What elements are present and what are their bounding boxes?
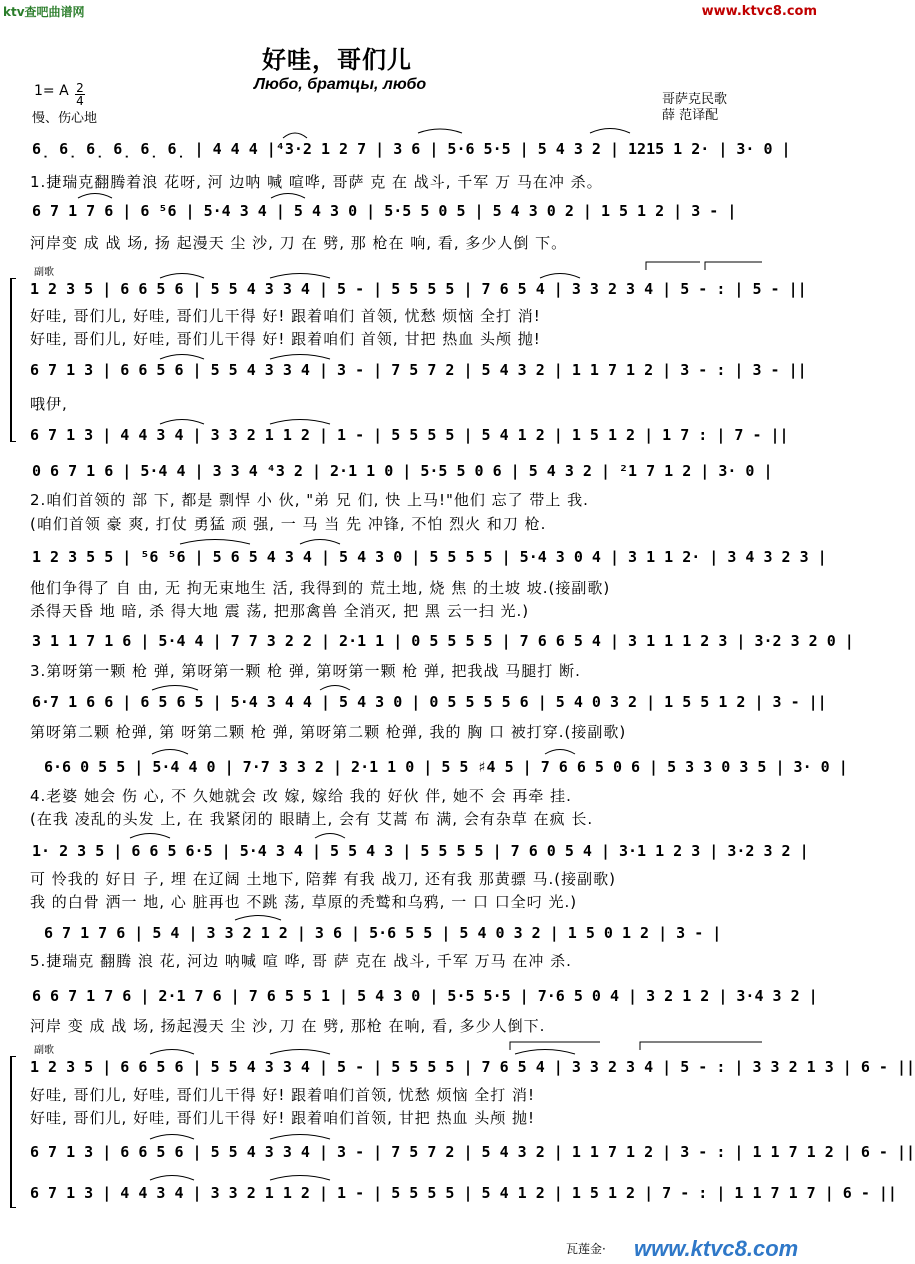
song-title: 好哇，哥们儿 — [262, 46, 412, 74]
lyric-line: 河岸变 成 战 场, 扬 起漫天 尘 沙, 刀 在 劈, 那 枪在 响, 看, 多少人倒 下。 — [30, 234, 568, 252]
lyric-line: 5.捷瑞克 翻腾 浪 花, 河边 呐喊 喧 哗, 哥 萨 克在 战斗, 千军 万马 在冲 杀. — [30, 952, 572, 970]
notation-line: 6 7 1 3 | 6 6 5 6 | 5 5 4 3 3 4 | 3 - | 7 5 7 2 | 5 4 3 2 | 1 1 7 1 2 | 3 - : | 3 - || — [30, 361, 807, 379]
site-name-left: ktv查吧曲谱网 — [3, 5, 85, 19]
lyric-line: 3.第呀第一颗 枪 弹, 第呀第一颗 枪 弹, 第呀第一颗 枪 弹, 把我战 马腿打 断. — [30, 662, 581, 680]
site-url-right: www.ktvc8.com — [701, 4, 817, 19]
lyric-line: 杀得天昏 地 暗, 杀 得大地 震 荡, 把那禽兽 全消灭, 把 黑 云一扫 光.) — [30, 602, 530, 620]
lyric-line: 2.咱们首领的 部 下, 都是 剽悍 小 伙, "弟 兄 们, 快 上马!"他们 忘了 带上 我. — [30, 491, 589, 509]
notation-line: 6 6 7 1 7 6 | 2·1 7 6 | 7 6 5 5 1 | 5 4 3 0 | 5·5 5·5 | 7·6 5 0 4 | 3 2 1 2 | 3·4 3 2 | — [32, 987, 818, 1005]
lyric-line: 可 怜我的 好日 子, 埋 在辽阔 土地下, 陪葬 有我 战刀, 还有我 那黄骠 马.(接副歌) — [30, 870, 616, 888]
lyric-line: 我 的白骨 洒一 地, 心 脏再也 不跳 荡, 草原的秃鹫和乌鸦, 一 口 口全叼 光.) — [30, 893, 578, 911]
notation-line: 6 7 1 3 | 4 4 3 4 | 3 3 2 1 1 2 | 1 - | 5 5 5 5 | 5 4 1 2 | 1 5 1 2 | 7 - : | 1 1 7 1 7 | 6 - || — [30, 1184, 897, 1202]
meter-bottom: 4 — [76, 94, 84, 108]
chorus-label: 副歌 — [34, 267, 54, 278]
notation-line: 0 6 7 1 6 | 5·4 4 | 3 3 4 ⁴3 2 | 2·1 1 0 | 5·5 5 0 6 | 5 4 3 2 | ²1 7 1 2 | 3· 0 | — [32, 462, 773, 480]
watermark: www.ktvc8.com — [634, 1236, 799, 1261]
lyric-line: 4.老婆 她会 伤 心, 不 久她就会 改 嫁, 嫁给 我的 好伙 伴, 她不 会 再牵 挂. — [30, 787, 572, 805]
lyric-line: 好哇, 哥们儿, 好哇, 哥们儿干得 好! 跟着咱们首领, 忧愁 烦恼 全打 消! — [30, 1086, 536, 1104]
lyric-line: 第呀第二颗 枪弹, 第 呀第二颗 枪 弹, 第呀第二颗 枪弹, 我的 胸 口 被打穿.(接副歌) — [30, 723, 627, 741]
lyric-line: 1.捷瑞克翻腾着浪 花呀, 河 边呐 喊 喧哗, 哥萨 克 在 战斗, 千军 万 马在冲 杀。 — [30, 173, 603, 191]
notation-line: 6̣ 6̣ 6̣ 6̣ 6̣ 6̣ | 4 4 4 |⁴3·2 1 2 7 | 3 6 | 5·6 5·5 | 5 4 3 2 | 1215 1 2· | 3· 0 | — [32, 140, 791, 158]
notation-line: 6 7 1 7 6 | 5 4 | 3 3 2 1 2 | 3 6 | 5·6 5 5 | 5 4 0 3 2 | 1 5 0 1 2 | 3 - | — [44, 924, 722, 942]
lyric-line: (咱们首领 豪 爽, 打仗 勇猛 顽 强, 一 马 当 先 冲锋, 不怕 烈火 和刀 枪. — [30, 515, 547, 533]
lyric-line: 好哇, 哥们儿, 好哇, 哥们儿干得 好! 跟着咱们 首领, 甘把 热血 头颅 抛! — [30, 330, 541, 348]
notation-line: 6·7 1 6 6 | 6 5 6 5 | 5·4 3 4 4 | 5 4 3 0 | 0 5 5 5 5 6 | 5 4 0 3 2 | 1 5 5 1 2 | 3 - || — [32, 693, 827, 711]
notation-line: 1 2 3 5 5 | ⁵6 ⁵6 | 5 6 5 4 3 4 | 5 4 3 0 | 5 5 5 5 | 5·4 3 0 4 | 3 1 1 2· | 3 4 3 2 3 | — [32, 548, 827, 566]
chorus-label: 副歌 — [34, 1045, 54, 1056]
notation-line: 1 2 3 5 | 6 6 5 6 | 5 5 4 3 3 4 | 5 - | 5 5 5 5 | 7 6 5 4 | 3 3 2 3 4 | 5 - : | 5 - || — [30, 280, 807, 298]
notation-line: 1· 2 3 5 | 6 6 5 6·5 | 5·4 3 4 | 5 5 4 3 | 5 5 5 5 | 7 6 0 5 4 | 3·1 1 2 3 | 3·2 3 2 | — [32, 842, 809, 860]
song-subtitle: Любо, братцы, любо — [254, 76, 427, 93]
lyric-line: 河岸 变 成 战 场, 扬起漫天 尘 沙, 刀 在 劈, 那枪 在响, 看, 多少人倒下. — [30, 1017, 546, 1035]
credit-composer: 哥萨克民歌 — [662, 92, 728, 107]
notation-line: 3 1 1 7 1 6 | 5·4 4 | 7 7 3 2 2 | 2·1 1 | 0 5 5 5 5 | 7 6 6 5 4 | 3 1 1 1 2 3 | 3·2 3 2 0 | — [32, 632, 854, 650]
tempo-marking: 慢、伤心地 — [32, 111, 98, 126]
notation-line: 6 7 1 7 6 | 6 ⁵6 | 5·4 3 4 | 5 4 3 0 | 5·5 5 0 5 | 5 4 3 0 2 | 1 5 1 2 | 3 - | — [32, 202, 737, 220]
lyric-line: 好哇, 哥们儿, 好哇, 哥们儿干得 好! 跟着咱们首领, 甘把 热血 头颅 抛! — [30, 1109, 536, 1127]
notation-line: 1 2 3 5 | 6 6 5 6 | 5 5 4 3 3 4 | 5 - | 5 5 5 5 | 7 6 5 4 | 3 3 2 3 4 | 5 - : | 3 3 2 1 3 | 6 - || — [30, 1058, 915, 1076]
notation-line: 6·6 0 5 5 | 5·4 4 0 | 7·7 3 3 2 | 2·1 1 0 | 5 5 ♯4 5 | 7 6 6 5 0 6 | 5 3 3 0 3 5 | 3· 0 | — [44, 758, 848, 776]
key-signature: 1= A — [34, 83, 69, 99]
notation-line: 6 7 1 3 | 6 6 5 6 | 5 5 4 3 3 4 | 3 - | 7 5 7 2 | 5 4 3 2 | 1 1 7 1 2 | 3 - : | 1 1 7 1 2 | 6 - || — [30, 1143, 915, 1161]
credit-translator: 薛 范译配 — [662, 108, 719, 123]
notation-line: 6 7 1 3 | 4 4 3 4 | 3 3 2 1 1 2 | 1 - | 5 5 5 5 | 5 4 1 2 | 1 5 1 2 | 1 7 : | 7 - || — [30, 426, 789, 444]
lyric-line: 他们争得了 自 由, 无 拘无束地生 活, 我得到的 荒土地, 烧 焦 的土坡 坡.(接副歌) — [30, 579, 611, 597]
arranger-signature: 瓦莲金· — [566, 1242, 606, 1256]
meter-top: 2 — [76, 81, 84, 95]
lyric-line: 哦伊, — [30, 395, 68, 413]
lyric-line: 好哇, 哥们儿, 好哇, 哥们儿干得 好! 跟着咱们 首领, 忧愁 烦恼 全打 消! — [30, 307, 541, 325]
lyric-line: (在我 凌乱的头发 上, 在 我紧闭的 眼睛上, 会有 艾蒿 布 满, 会有杂草 在疯 长. — [30, 810, 594, 828]
